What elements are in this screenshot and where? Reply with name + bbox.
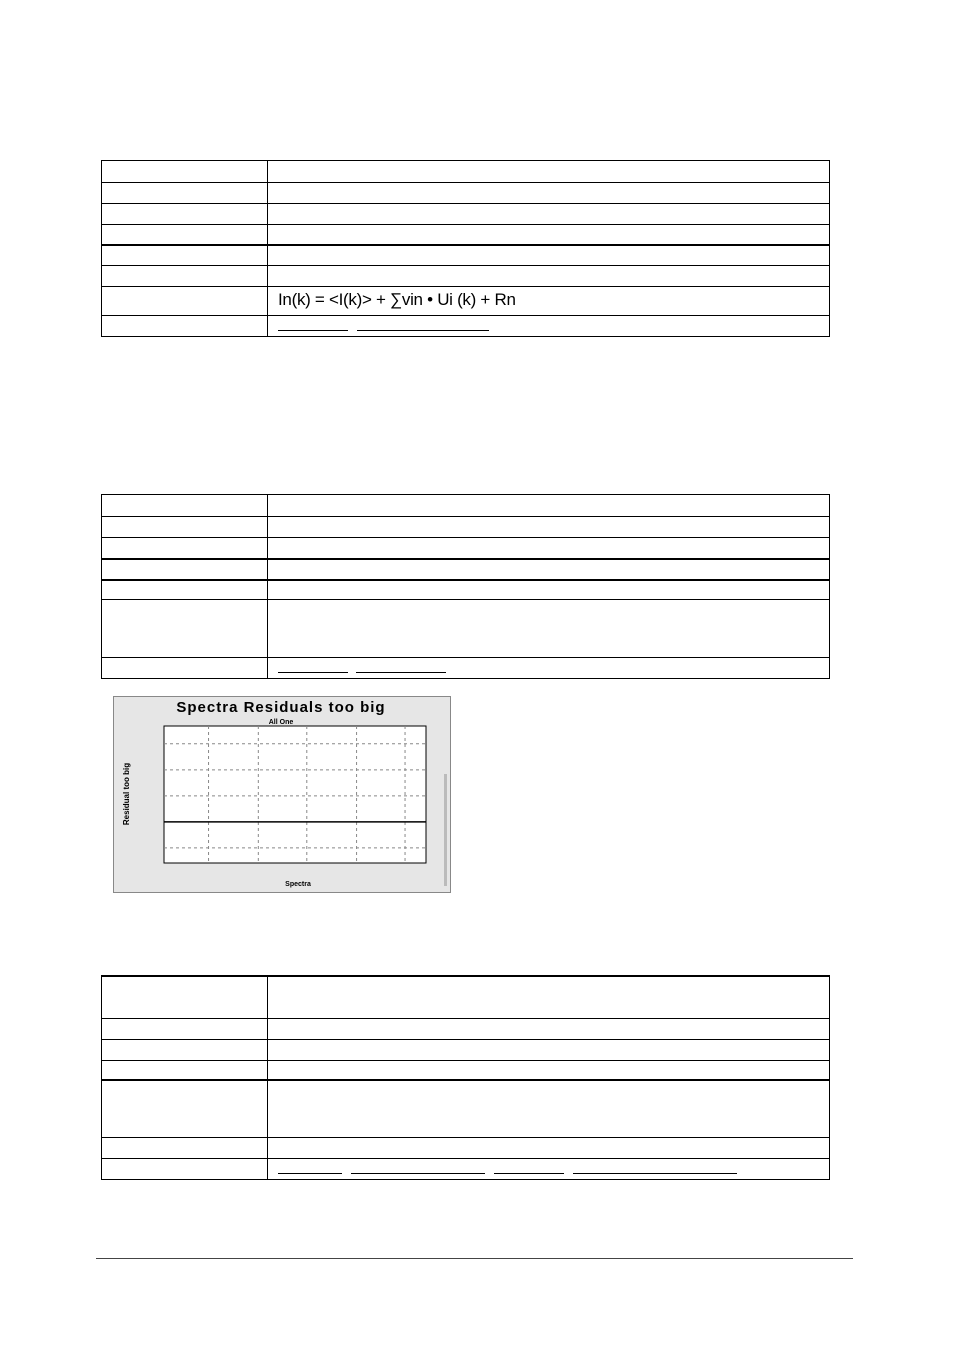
side-watermark bbox=[444, 774, 447, 886]
table-cell bbox=[102, 976, 268, 1018]
chart-subtitle: All One bbox=[268, 719, 294, 726]
table-cell bbox=[268, 538, 830, 559]
table-cell bbox=[102, 316, 268, 337]
table-cell bbox=[102, 161, 268, 183]
link-line[interactable] bbox=[278, 672, 348, 673]
plot-area bbox=[164, 726, 426, 863]
table-row bbox=[102, 1018, 830, 1039]
formula-text: In(k) = <I(k)> + ∑vin • Ui (k) + Rn bbox=[278, 290, 516, 309]
table-cell bbox=[102, 245, 268, 266]
table-cell bbox=[102, 658, 268, 679]
table-row bbox=[102, 245, 830, 266]
link-line[interactable] bbox=[357, 330, 489, 331]
table-cell bbox=[268, 1018, 830, 1039]
formula-cell bbox=[268, 287, 830, 316]
table-cell bbox=[268, 600, 830, 658]
table-cell bbox=[102, 1137, 268, 1158]
table-3 bbox=[101, 975, 830, 1180]
table-row bbox=[102, 517, 830, 538]
table-row bbox=[102, 658, 830, 679]
table-cell bbox=[102, 204, 268, 225]
table-cell bbox=[268, 1039, 830, 1060]
table-row bbox=[102, 287, 830, 316]
table-row bbox=[102, 183, 830, 204]
table-cell bbox=[268, 183, 830, 204]
table-cell bbox=[102, 225, 268, 245]
table-cell bbox=[268, 245, 830, 266]
link-line[interactable] bbox=[278, 330, 348, 331]
table-row bbox=[102, 580, 830, 600]
table-cell bbox=[268, 495, 830, 517]
table-cell bbox=[268, 161, 830, 183]
table-cell bbox=[268, 266, 830, 287]
links-cell bbox=[268, 1158, 830, 1179]
table-cell bbox=[102, 183, 268, 204]
table-row bbox=[102, 1080, 830, 1137]
link-line[interactable] bbox=[351, 1173, 485, 1174]
table-cell bbox=[102, 266, 268, 287]
table-cell bbox=[102, 559, 268, 580]
table-cell bbox=[268, 559, 830, 580]
table-cell bbox=[102, 1158, 268, 1179]
table-row bbox=[102, 316, 830, 337]
table-cell bbox=[268, 225, 830, 245]
x-axis-label: Spectra bbox=[285, 881, 311, 888]
table-cell bbox=[268, 580, 830, 600]
table-row bbox=[102, 266, 830, 287]
link-line[interactable] bbox=[278, 1173, 342, 1174]
table-1 bbox=[101, 160, 830, 337]
table-2 bbox=[101, 494, 830, 679]
table-row bbox=[102, 225, 830, 245]
table-cell bbox=[268, 976, 830, 1018]
table-cell bbox=[268, 1080, 830, 1137]
table-cell bbox=[102, 1039, 268, 1060]
table-row bbox=[102, 559, 830, 580]
table-cell bbox=[102, 600, 268, 658]
chart-title: Spectra Residuals too big bbox=[176, 699, 386, 716]
link-line[interactable] bbox=[494, 1173, 564, 1174]
table-row bbox=[102, 1060, 830, 1080]
table-row bbox=[102, 600, 830, 658]
table-row bbox=[102, 976, 830, 1018]
links-cell bbox=[268, 658, 830, 679]
link-line[interactable] bbox=[356, 672, 446, 673]
table-row bbox=[102, 161, 830, 183]
table-row bbox=[102, 204, 830, 225]
residuals-chart bbox=[113, 696, 451, 893]
links-cell bbox=[268, 316, 830, 337]
table-cell bbox=[102, 517, 268, 538]
link-line[interactable] bbox=[573, 1173, 737, 1174]
table-cell bbox=[102, 495, 268, 517]
table-cell bbox=[102, 1018, 268, 1039]
table-cell bbox=[102, 1060, 268, 1080]
footer-rule bbox=[96, 1258, 853, 1259]
table-row bbox=[102, 1158, 830, 1179]
table-row bbox=[102, 1137, 830, 1158]
table-row bbox=[102, 1039, 830, 1060]
table-cell bbox=[102, 580, 268, 600]
table-cell bbox=[268, 1060, 830, 1080]
table-cell bbox=[102, 538, 268, 559]
table-cell bbox=[102, 287, 268, 316]
table-cell bbox=[268, 1137, 830, 1158]
table-cell bbox=[268, 517, 830, 538]
table-cell bbox=[102, 1080, 268, 1137]
y-axis-label: Residual too big bbox=[122, 762, 131, 826]
table-row bbox=[102, 495, 830, 517]
table-row bbox=[102, 538, 830, 559]
chart-svg bbox=[113, 696, 451, 893]
table-cell bbox=[268, 204, 830, 225]
